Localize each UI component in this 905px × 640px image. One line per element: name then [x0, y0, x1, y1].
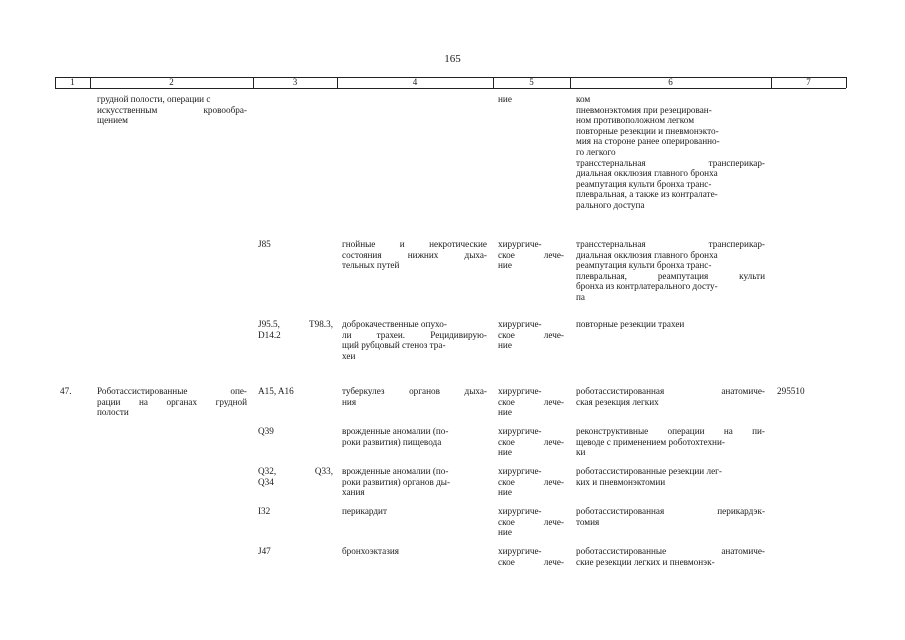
text-line: рального доступа — [576, 199, 645, 210]
column-header-3: 3 — [292, 77, 298, 87]
row-47-service-name — [97, 386, 247, 418]
text-line: па — [576, 291, 585, 302]
text-line: хания — [342, 487, 365, 498]
j47-code: J47 — [258, 546, 271, 556]
text-line: Роботассистированные опе- — [97, 386, 247, 396]
text-line: ние — [498, 447, 512, 458]
j47-method — [576, 546, 765, 567]
text-line: диальная окклюзия главного бронха — [576, 168, 718, 179]
i32-diagnosis: перикардит — [342, 506, 387, 516]
a15-treatment — [498, 386, 564, 418]
text-line: ские резекции легких и пневмонэк- — [576, 556, 715, 567]
column-header-2: 2 — [169, 77, 174, 87]
text-line: реампутация культи бронха транс- — [576, 178, 712, 189]
j85-treatment — [498, 239, 564, 271]
text-line: хирургиче- — [498, 426, 542, 436]
text-line: ние — [498, 527, 512, 538]
j95-method: повторные резекции трахеи — [576, 319, 685, 329]
text-line: плевральная, реампутация культи — [576, 270, 765, 281]
text-line: ское лече- — [498, 329, 564, 340]
text-line: ком — [576, 94, 591, 104]
q32-method — [576, 466, 765, 487]
text-line: ние — [498, 407, 512, 418]
a15-codes: A15, A16 — [258, 386, 294, 396]
text-line: роботассистированные анатомиче- — [576, 546, 765, 556]
text-line: бронха из контрлатерального досту- — [576, 281, 718, 292]
q32-treatment — [498, 466, 564, 498]
text-line: ких и пневмонэктомии — [576, 476, 666, 487]
text-line: реконструктивные операции на пи- — [576, 426, 765, 436]
text-line: ние — [498, 487, 512, 498]
text-line: гнойные и некротические — [342, 239, 487, 249]
text-line: доброкачественные опухо- — [342, 319, 447, 329]
text-line: щеводе с применением роботохтехни- — [576, 436, 725, 447]
j85-method — [576, 239, 765, 303]
text-line: ское лече- — [498, 436, 564, 447]
text-line: роки развития) пищевода — [342, 436, 442, 447]
column-header-6: 6 — [668, 77, 673, 87]
row-47-norm: 295510 — [777, 386, 805, 396]
text-line: хирургиче- — [498, 546, 542, 556]
text-line: роки развития) органов ды- — [342, 476, 451, 487]
j85-code: J85 — [258, 239, 271, 249]
text-line: ское лече- — [498, 476, 564, 487]
text-line: ния — [342, 396, 357, 407]
text-line: Q34 — [258, 476, 274, 487]
text-line: Q32, Q33, — [258, 466, 333, 476]
text-line: хирургиче- — [498, 239, 542, 249]
a15-method — [576, 386, 765, 407]
text-line: ское лече- — [498, 556, 564, 567]
q39-code: Q39 — [258, 426, 274, 436]
text-line: томия — [576, 516, 600, 527]
text-line: врожденные аномалии (по- — [342, 426, 449, 436]
cont-method — [576, 94, 765, 211]
text-line: ское лече- — [498, 249, 564, 260]
cont-treatment: ние — [498, 94, 512, 104]
text-line: искусственным кровообра- — [97, 104, 247, 115]
text-line: роботассистированная анатомиче- — [576, 386, 765, 396]
column-header-4: 4 — [412, 77, 418, 87]
text-line: ское лече- — [498, 396, 564, 407]
j95-diagnosis — [342, 319, 487, 361]
text-line: ние — [498, 340, 512, 351]
i32-code: I32 — [258, 506, 271, 516]
q39-method — [576, 426, 765, 458]
cont-service-name — [97, 94, 247, 126]
text-line: грудной полости, операции с — [97, 94, 211, 104]
j47-treatment — [498, 546, 564, 567]
text-line: щий рубцовый стеноз тра- — [342, 340, 446, 351]
text-line: ки — [576, 447, 586, 458]
text-line: J95.5, T98.3, — [258, 319, 333, 329]
column-header-7: 7 — [806, 77, 811, 87]
a15-diagnosis — [342, 386, 487, 407]
text-line: плевральная, а также из контралате- — [576, 189, 718, 200]
q39-diagnosis — [342, 426, 487, 447]
q32-diagnosis — [342, 466, 487, 498]
page-number: 165 — [444, 53, 461, 65]
text-line: роботассистированные резекции лег- — [576, 466, 722, 476]
table-header-bottom-border — [55, 88, 846, 89]
text-line: состояния нижних дыха- — [342, 249, 487, 260]
column-header-5: 5 — [529, 77, 534, 87]
text-line: хирургиче- — [498, 506, 542, 516]
text-line: туберкулез органов дыха- — [342, 386, 487, 396]
text-line: хеи — [342, 350, 356, 361]
text-line: ном противоположном легком — [576, 115, 695, 126]
header-divider — [846, 77, 847, 88]
text-line: мия на стороне ранее оперированно- — [576, 136, 720, 147]
text-line: роботассистированная перикардэк- — [576, 506, 765, 516]
text-line: хирургиче- — [498, 386, 542, 396]
j95-treatment — [498, 319, 564, 351]
text-line: хирургиче- — [498, 319, 542, 329]
text-line: ское лече- — [498, 516, 564, 527]
text-line: диальная окклюзия главного бронха — [576, 249, 718, 260]
text-line: тельных путей — [342, 260, 400, 271]
text-line: D14.2 — [258, 329, 281, 340]
text-line: рации на органах грудной — [97, 396, 247, 407]
text-line: щением — [97, 115, 128, 126]
j95-codes — [258, 319, 333, 340]
column-header-1: 1 — [70, 77, 75, 87]
text-line: трансстернальная трансперикар- — [576, 157, 765, 168]
text-line: полости — [97, 407, 129, 418]
text-line: врожденные аномалии (по- — [342, 466, 449, 476]
row-47-number: 47. — [60, 386, 72, 396]
text-line: хирургиче- — [498, 466, 542, 476]
text-line: ние — [498, 260, 512, 271]
text-line: ли трахеи. Рецидивирую- — [342, 329, 487, 340]
i32-method — [576, 506, 765, 527]
text-line: го легкого — [576, 146, 616, 157]
j85-diagnosis — [342, 239, 487, 271]
text-line: повторные резекции и пневмонэкто- — [576, 125, 719, 136]
text-line: трансстернальная трансперикар- — [576, 239, 765, 249]
j47-diagnosis: бронхоэктазия — [342, 546, 399, 556]
i32-treatment — [498, 506, 564, 538]
text-line: пневмонэктомия при резецирован- — [576, 104, 712, 115]
text-line: ская резекция легких — [576, 396, 659, 407]
q39-treatment — [498, 426, 564, 458]
q32-codes — [258, 466, 333, 487]
text-line: реампутация культи бронха транс- — [576, 260, 712, 271]
